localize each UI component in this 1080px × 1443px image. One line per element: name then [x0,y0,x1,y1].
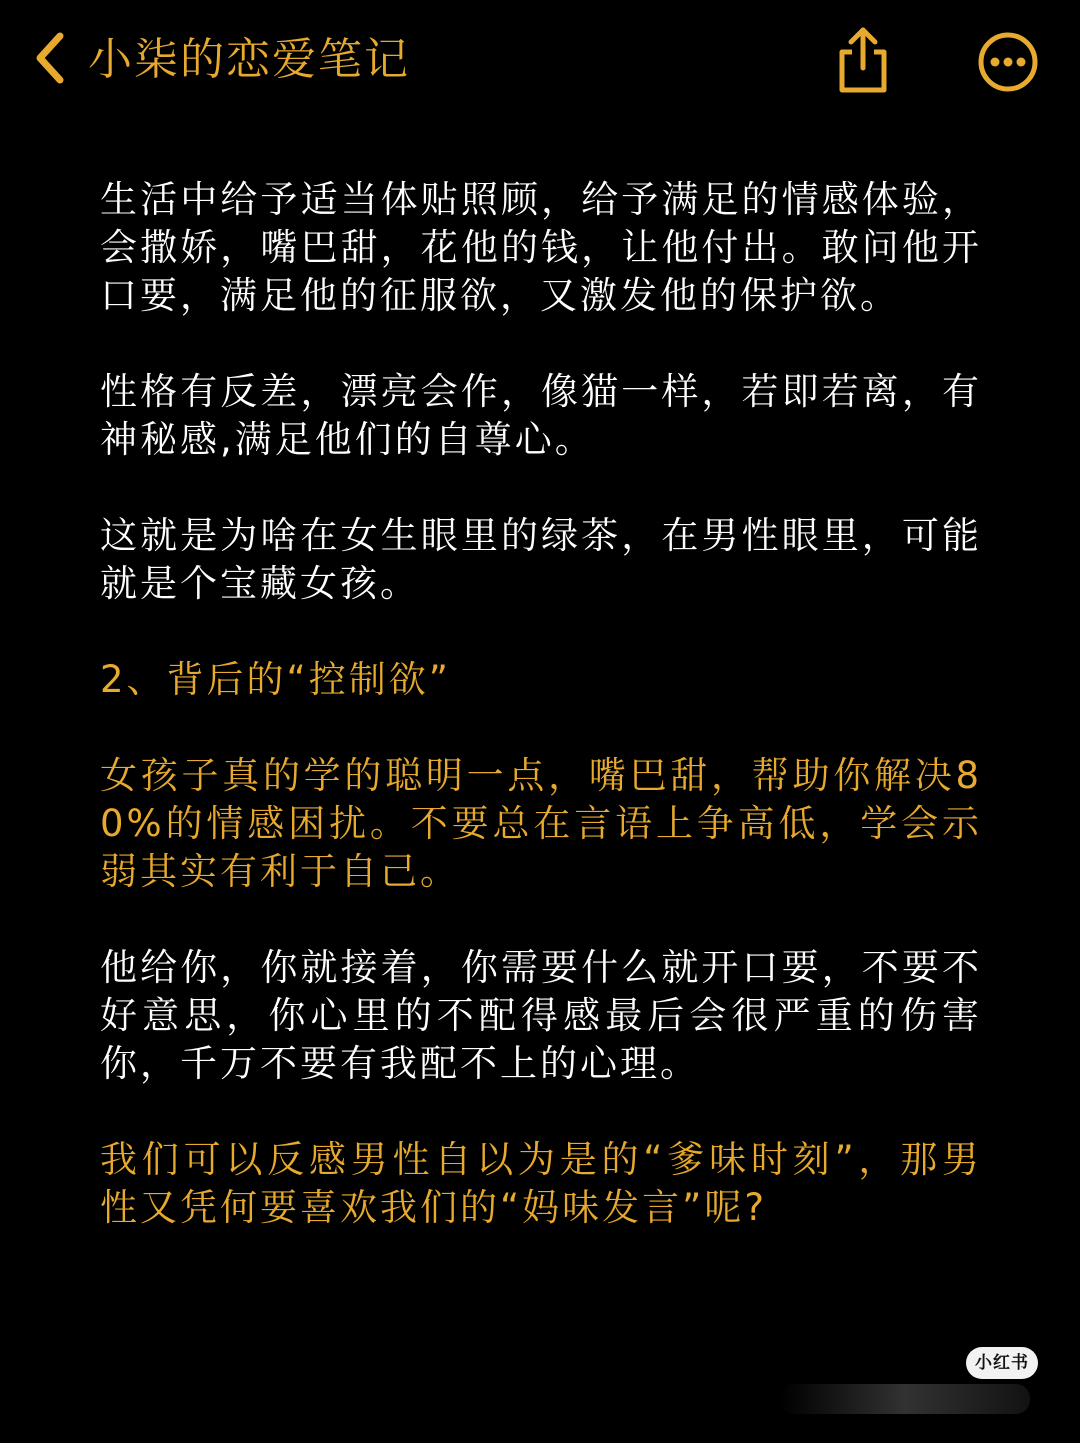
share-icon [830,22,896,96]
note-body [100,176,982,1280]
paragraph: 性格有反差，漂亮会作，像猫一样，若即若离，有神秘感,满足他们的自尊心。 [100,370,982,461]
chevron-left-icon [28,26,76,90]
more-icon [976,30,1040,94]
paragraph: 生活中给予适当体贴照顾，给予满足的情感体验，会撒娇，嘴巴甜，花他的钱，让他付出。敢问他开口要，满足他的征服欲，又激发他的保护欲。 [100,178,982,317]
highlight-paragraph: 女孩子真的学的聪明一点，嘴巴甜，帮助你解决80%的情感困扰。不要总在言语上争高低，学会示弱其实有利于自己。 [100,754,982,893]
paragraph: 这就是为啥在女生眼里的绿茶，在男性眼里，可能就是个宝藏女孩。 [100,514,982,605]
back-button[interactable] [28,26,76,90]
share-button[interactable] [830,22,896,96]
more-button[interactable] [976,30,1040,94]
section-heading: 2、背后的“控制欲” [100,658,451,701]
paragraph: 他给你，你就接着，你需要什么就开口要，不要不好意思，你心里的不配得感最后会很严重的伤害你，千万不要有我配不上的心理。 [100,946,982,1085]
xiaohongshu-watermark: 小红书 [966,1347,1038,1379]
nav-bar [0,0,1080,120]
blurred-footer-text [780,1384,1030,1414]
highlight-paragraph: 我们可以反感男性自以为是的“爹味时刻”，那男性又凭何要喜欢我们的“妈味发言”呢? [100,1138,982,1229]
page-title: 小柒的恋爱笔记 [88,34,410,85]
